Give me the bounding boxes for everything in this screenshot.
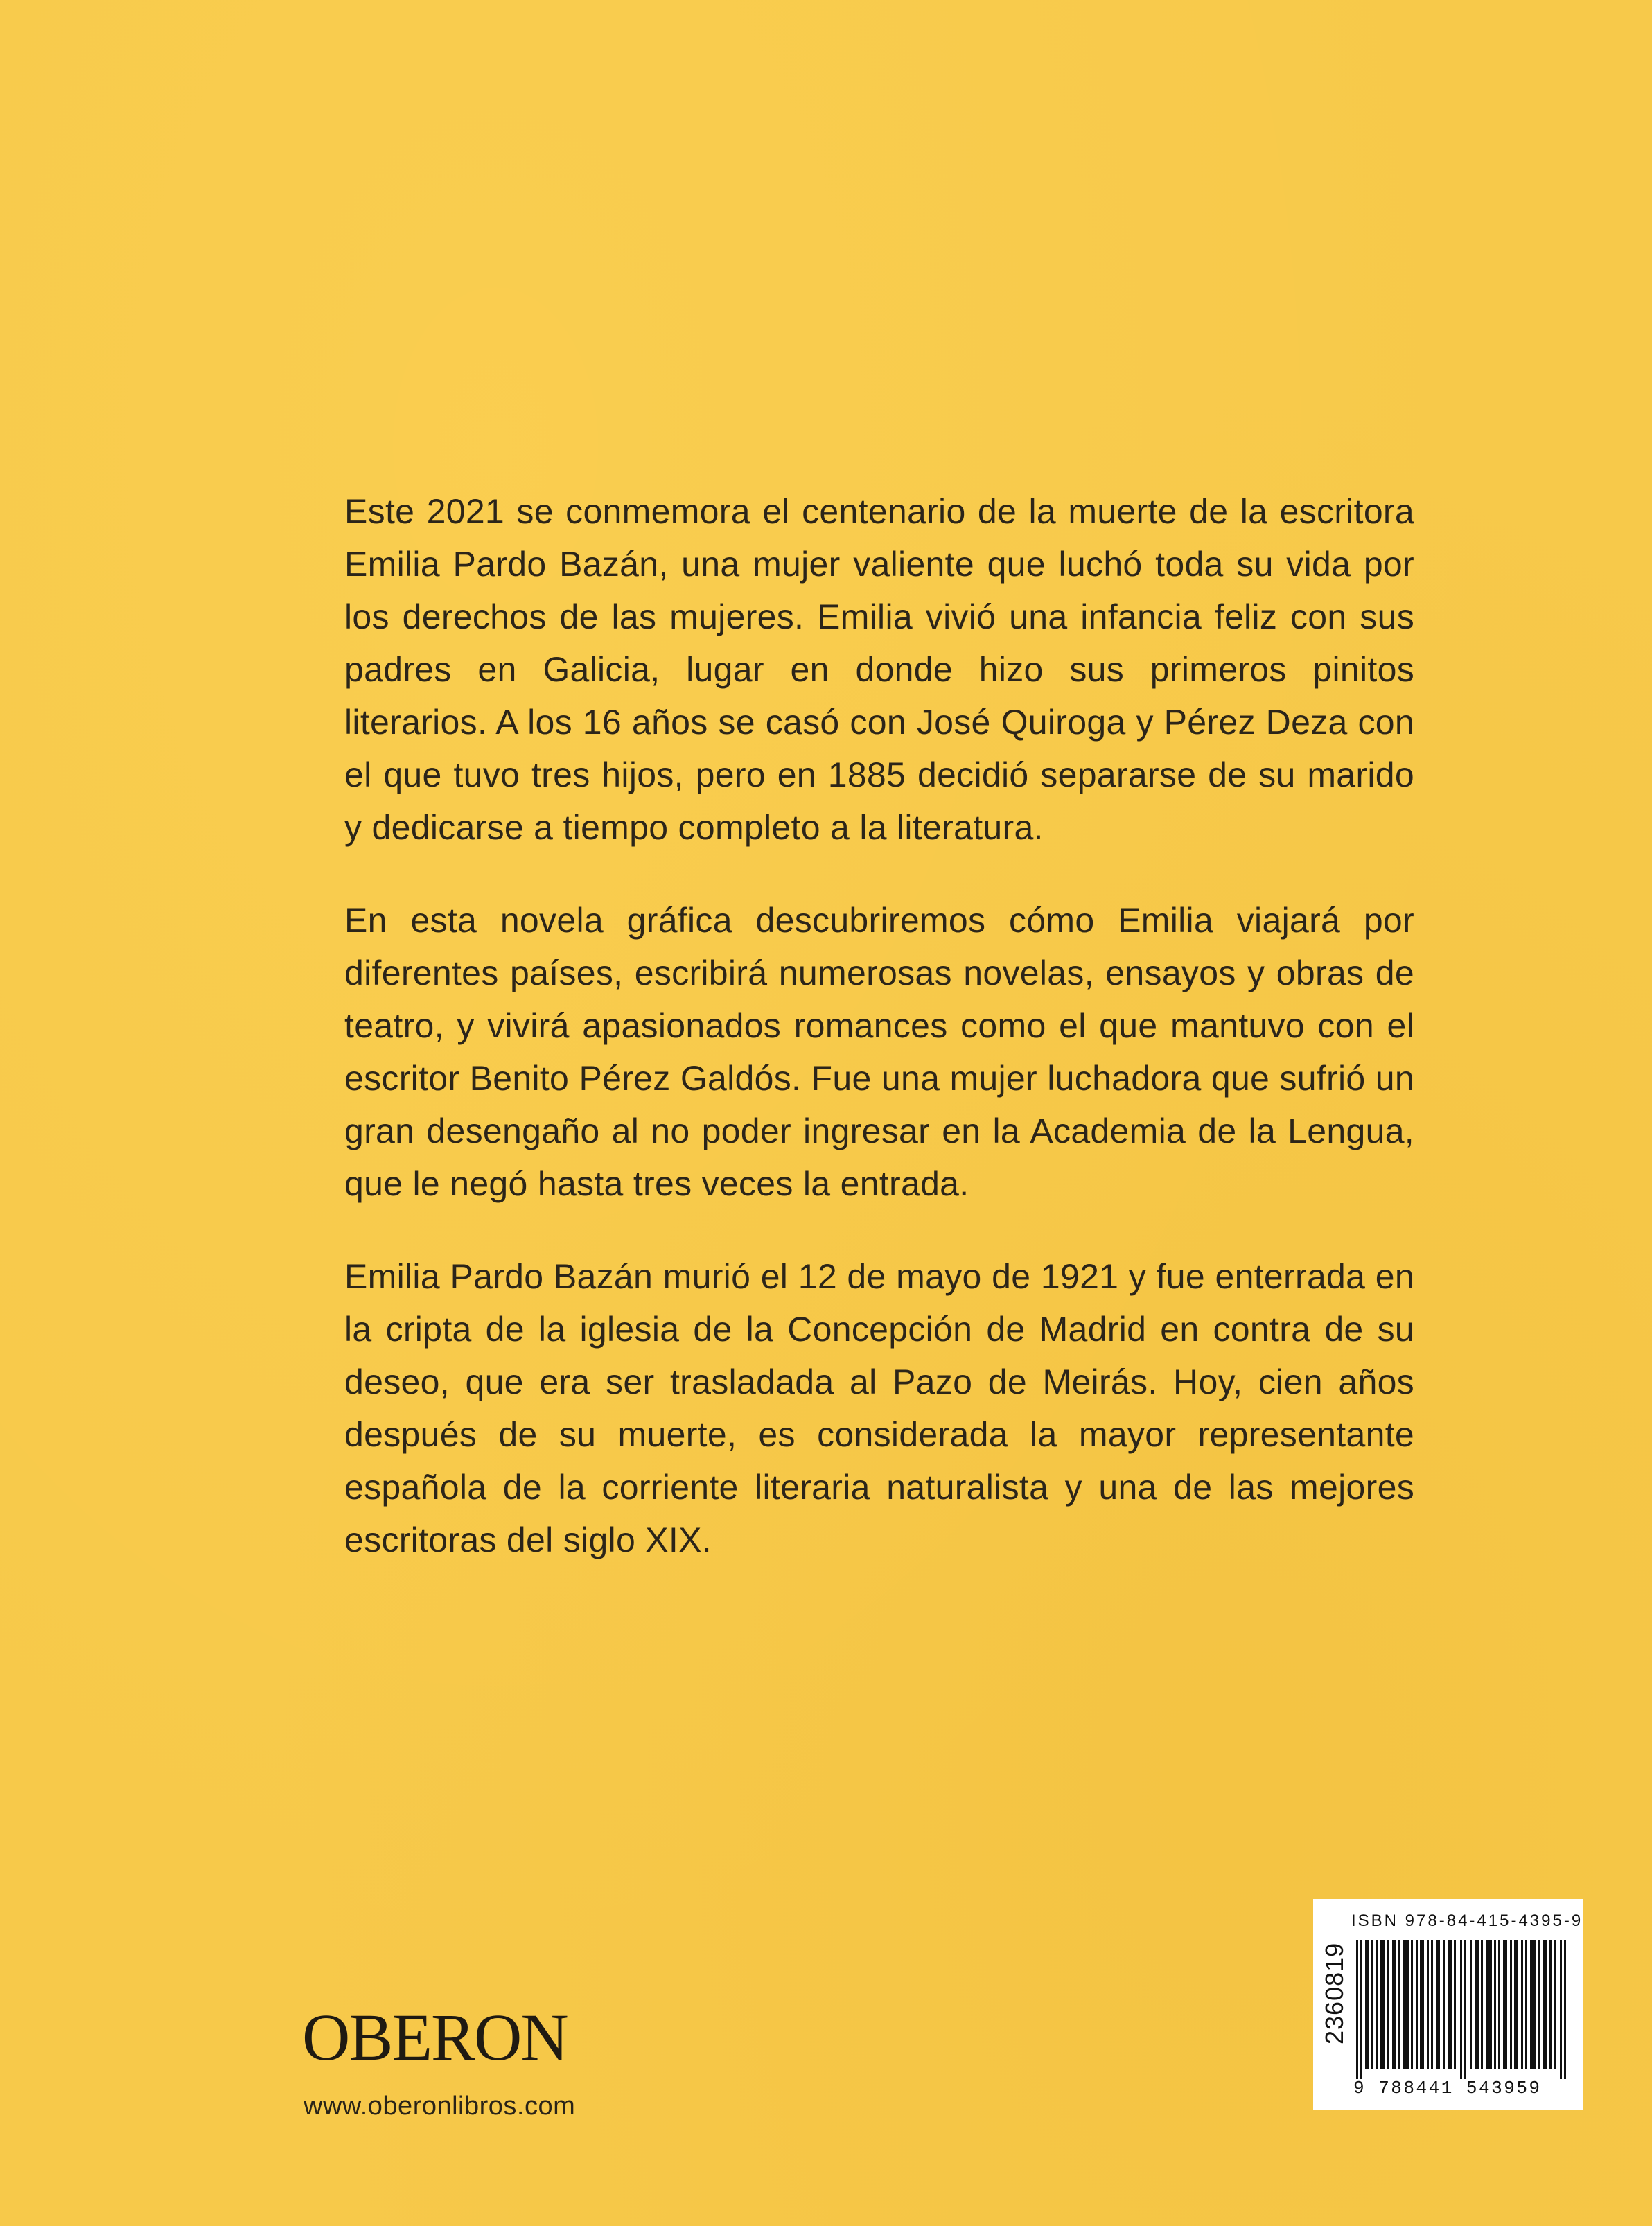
- barcode-side-code: 2360819: [1320, 1942, 1348, 2044]
- barcode-digits: 9 788441 543959: [1353, 2078, 1542, 2098]
- publisher-website: www.oberonlibros.com: [304, 2092, 576, 2121]
- isbn-label: ISBN 978-84-415-4395-9: [1351, 1911, 1583, 1930]
- barcode-bars: [1355, 1940, 1576, 2079]
- isbn-barcode: [1313, 1899, 1583, 2110]
- blurb-paragraph-3: Emilia Pardo Bazán murió el 12 de mayo de 1921 y fue enterrada en la cripta de la iglesia de la Concepción de Madrid en contra de su deseo, que era ser trasladada al Pazo de Meirás. Hoy, cien años después de su muerte, es considerada la mayor representante española de la corriente literaria naturalista y una de las mejores escritoras del siglo XIX.: [344, 1257, 1414, 1559]
- publisher-logo: OBERON: [302, 2000, 568, 2074]
- blurb-paragraph-2: En esta novela gráfica descubriremos cómo Emilia viajará por diferentes países, escribirá numerosas novelas, ensayos y obras de teatro, y vivirá apasionados romances como el que mantuvo con el escritor Benito Pérez Galdós. Fue una mujer luchadora que sufrió un gran desengaño al no poder ingresar en la Academia de la Lengua, que le negó hasta tres veces la entrada.: [344, 901, 1414, 1203]
- blurb-paragraph-1: Este 2021 se conmemora el centenario de la muerte de la escritora Emilia Pardo Bazán, una mujer valiente que luchó toda su vida por los derechos de las mujeres. Emilia vivió una infancia feliz con sus padres en Galicia, lugar en donde hizo sus primeros pinitos literarios. A los 16 años se casó con José Quiroga y Pérez Deza con el que tuvo tres hijos, pero en 1885 decidió separarse de su marido y dedicarse a tiempo completo a la literatura.: [344, 492, 1414, 847]
- blurb-text: [344, 485, 1414, 1606]
